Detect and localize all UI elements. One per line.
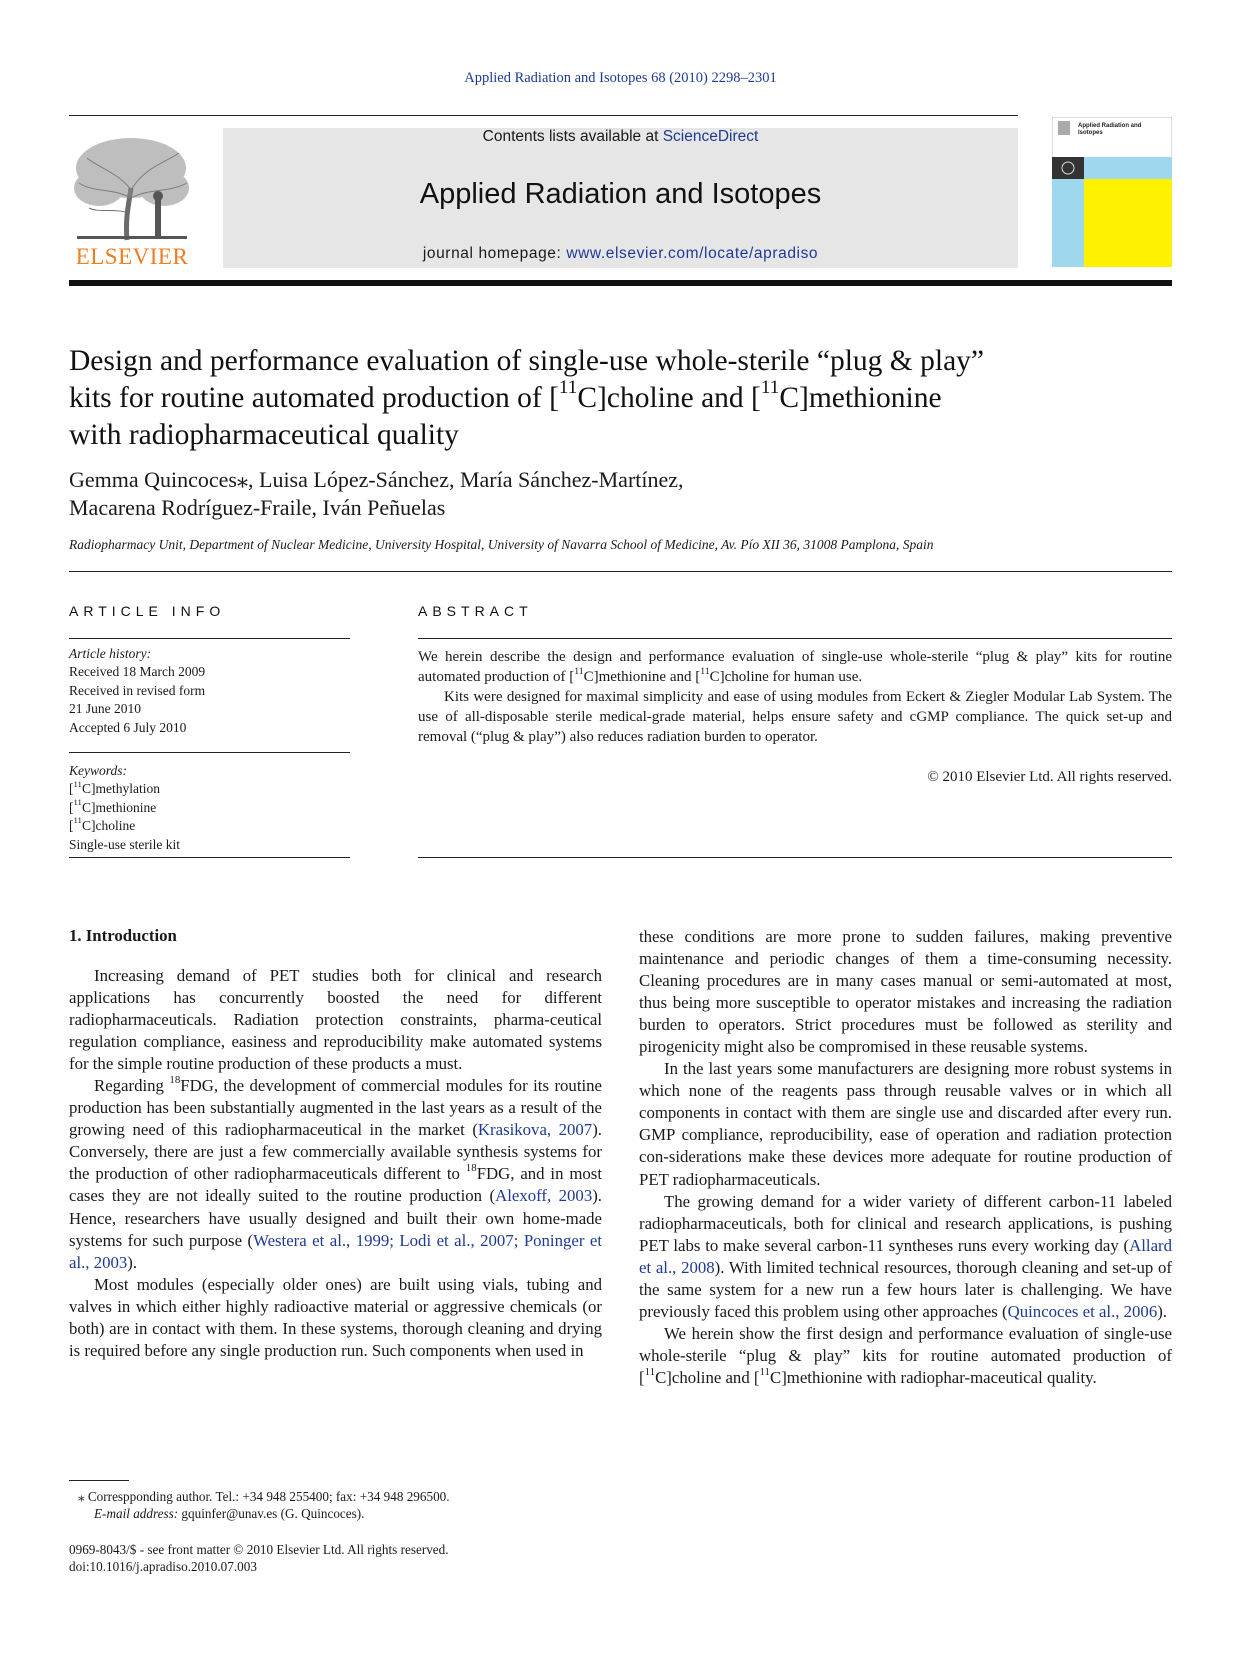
article-info-rule [69, 638, 350, 639]
affiliation-rule [69, 571, 1172, 572]
corresponding-star[interactable]: ⁎ [237, 467, 248, 492]
svg-text:Applied Radiation and: Applied Radiation and [1078, 123, 1142, 129]
abstract-heading: ABSTRACT [418, 603, 533, 619]
affiliation: Radiopharmacy Unit, Department of Nuclear Medicine, University Hospital, University of Navarra School of Medicine, Av. Pío XII 36, 31008 Pamplona, Spain [69, 537, 934, 552]
body-column-right: these conditions are more prone to sudden failures, making preventive maintenance and periodic changes of them a time-consuming necessity. Cleaning procedures are in many cases manual or semi-automated at most, thus being more susceptible to operator mistakes and increasing the radiation burden to operators. Strict procedures must be followed as sterility and pirogenicity might also be compromised in these reusable systems. In the last years some manufacturers are designing more robust systems in which none of the reagents pass through reusable valves or in which all components in contact with them are single use and discarded after every run. GMP compliance, reproducibility, ease of operation and radiation protection con-siderations make these devices more adequate for routine production of PET radiopharmaceuticals. The growing demand for a wider variety of different carbon-11 labeled radiopharmaceuticals, both for clinical and research applications, is pushing PET labs to make several carbon-11 syntheses runs every working day (Allard et al., 2008). With limited technical resources, thorough cleaning and set-up of the same system for a new run a few hours later is challenging. We have previously faced this problem using other approaches (Quincoces et al., 2006). We herein show the first design and performance evaluation of single-use whole-sterile “plug & play” kits for routine automated production of [$^{11}$C]choline and [$^{11}$C]methionine with radiophar-maceutical quality. [639, 927, 1172, 1387]
journal-citation[interactable]: Applied Radiation and Isotopes 68 (2010) 2298–2301 [464, 70, 777, 86]
author-list: Gemma Quincoces⁎, Luisa López-Sánchez, María Sánchez-Martínez, Macarena Rodríguez-Fraile, Iván Peñuelas [69, 467, 684, 520]
keyword: [$^{11}$C]methylation [69, 778, 160, 797]
homepage-link[interactable]: www.elsevier.com/locate/apradiso [566, 245, 819, 262]
section-introduction-heading: 1. Introduction [69, 926, 177, 945]
contents-available: Contents lists available at ScienceDirect [482, 128, 759, 145]
article-info-heading: ARTICLE INFO [69, 603, 226, 619]
ref-link[interactable]: Westera et al., 1999; Lodi et al., 2007; Poninger et al., 2003 [69, 1230, 602, 1272]
article-history: Article history: Received 18 March 2009 Received in revised form 21 June 2010 Accepted 6 July 2010 [69, 646, 206, 735]
author-corresponding[interactable]: Gemma Quincoces [69, 467, 237, 492]
keyword: Single-use sterile kit [69, 836, 180, 852]
email-link[interactable]: gquinfer@unav.es (G. Quincoces). [178, 1506, 365, 1521]
body-column-left: Increasing demand of PET studies both for clinical and research applications has concurrently boosted the need for different radiopharmaceuticals. Radiation protection constraints, pharma-ceutical regulation compliance, easiness and reproducibility make automated systems for the simple routine production of these products a must. Regarding $^{18}$FDG, the development of commercial modules for its routine production has been substantially augmented in the last years as a result of the growing need of this radiopharmaceutical in the market (Krasikova, 2007). Conversely, there are just a few commercially available synthesis systems for the production of other radiopharmaceuticals different to $^{18}$FDG, and in most cases they are not ideally suited to the routine production (Alexoff, 2003). Hence, researchers have usually designed and built their own home-made systems for such purpose (Westera et al., 1999; Lodi et al., 2007; Poninger et al., 2003). Most modules (especially older ones) are built using vials, tubing and valves in which either highly radioactive material or aggressive chemicals (or both) are in contact with them. In these systems, thorough cleaning and drying is required before any single production run. Such components when used in [69, 966, 603, 1360]
svg-text:Isotopes: Isotopes [1078, 130, 1103, 136]
header-thick-rule [69, 280, 1172, 286]
header-rule [69, 115, 1018, 116]
ref-link[interactable]: Quincoces et al., 2006 [1007, 1301, 1158, 1321]
journal-title: Applied Radiation and Isotopes [419, 178, 822, 210]
elsevier-logo-text: ELSEVIER [75, 244, 189, 269]
ref-link[interactable]: Allard et al., 2008 [639, 1235, 1172, 1277]
history-rule [69, 752, 350, 753]
keywords: Keywords: [$^{11}$C]methylation [$^{11}$C]methionine [$^{11}$C]choline Single-use sterile kit [69, 762, 180, 854]
keyword: [$^{11}$C]choline [69, 815, 136, 834]
abstract-bottom-rule [418, 857, 1172, 858]
doi[interactable]: doi:10.1016/j.apradiso.2010.07.003 [69, 1559, 257, 1574]
journal-homepage: journal homepage: www.elsevier.com/locate/apradiso [422, 245, 819, 262]
abstract-text: We herein describe the design and performance evaluation of single-use whole-sterile “plug & play” kits for routine automated production of [$^{11}$C]methionine and [$^{11}$C]choline for human use. Kits were designed for maximal simplicity and ease of using modules from Eckert & Ziegler Modular Lab System. The use of all-disposable sterile medical-grade material, helps ensure safety and cGMP compliance. The quick set-up and removal (“plug & play”) also reduces radiation burden to operator. [418, 649, 1172, 745]
abstract-rule [418, 638, 1172, 639]
ref-link[interactable]: Krasikova, 2007 [477, 1120, 593, 1140]
journal-cover-thumbnail[interactable] [1052, 117, 1172, 267]
article-title: Design and performance evaluation of single-use whole-sterile “plug & play” kits for routine automated production of [$^{11}$C]choline and [$^{11}$C]methionine with radiopharmaceutical quality [69, 345, 985, 451]
ref-link[interactable]: Alexoff, 2003 [495, 1186, 593, 1206]
corresponding-footnote: ⁎ Correspponding author. Tel.: +34 948 255400; fax: +34 948 296500. E-mail address: gquinfer@unav.es (G. Quincoces). [78, 1489, 450, 1521]
sciencedirect-link[interactable]: ScienceDirect [662, 128, 759, 145]
footnote-rule [69, 1480, 129, 1481]
front-matter: 0969-8043/$ - see front matter © 2010 Elsevier Ltd. All rights reserved. doi:10.1016/j.apradiso.2010.07.003 [69, 1542, 449, 1574]
keywords-rule [69, 857, 350, 858]
abstract-copyright: © 2010 Elsevier Ltd. All rights reserved. [927, 769, 1172, 785]
keyword: [$^{11}$C]methionine [69, 797, 157, 815]
journal-banner [223, 128, 1018, 268]
